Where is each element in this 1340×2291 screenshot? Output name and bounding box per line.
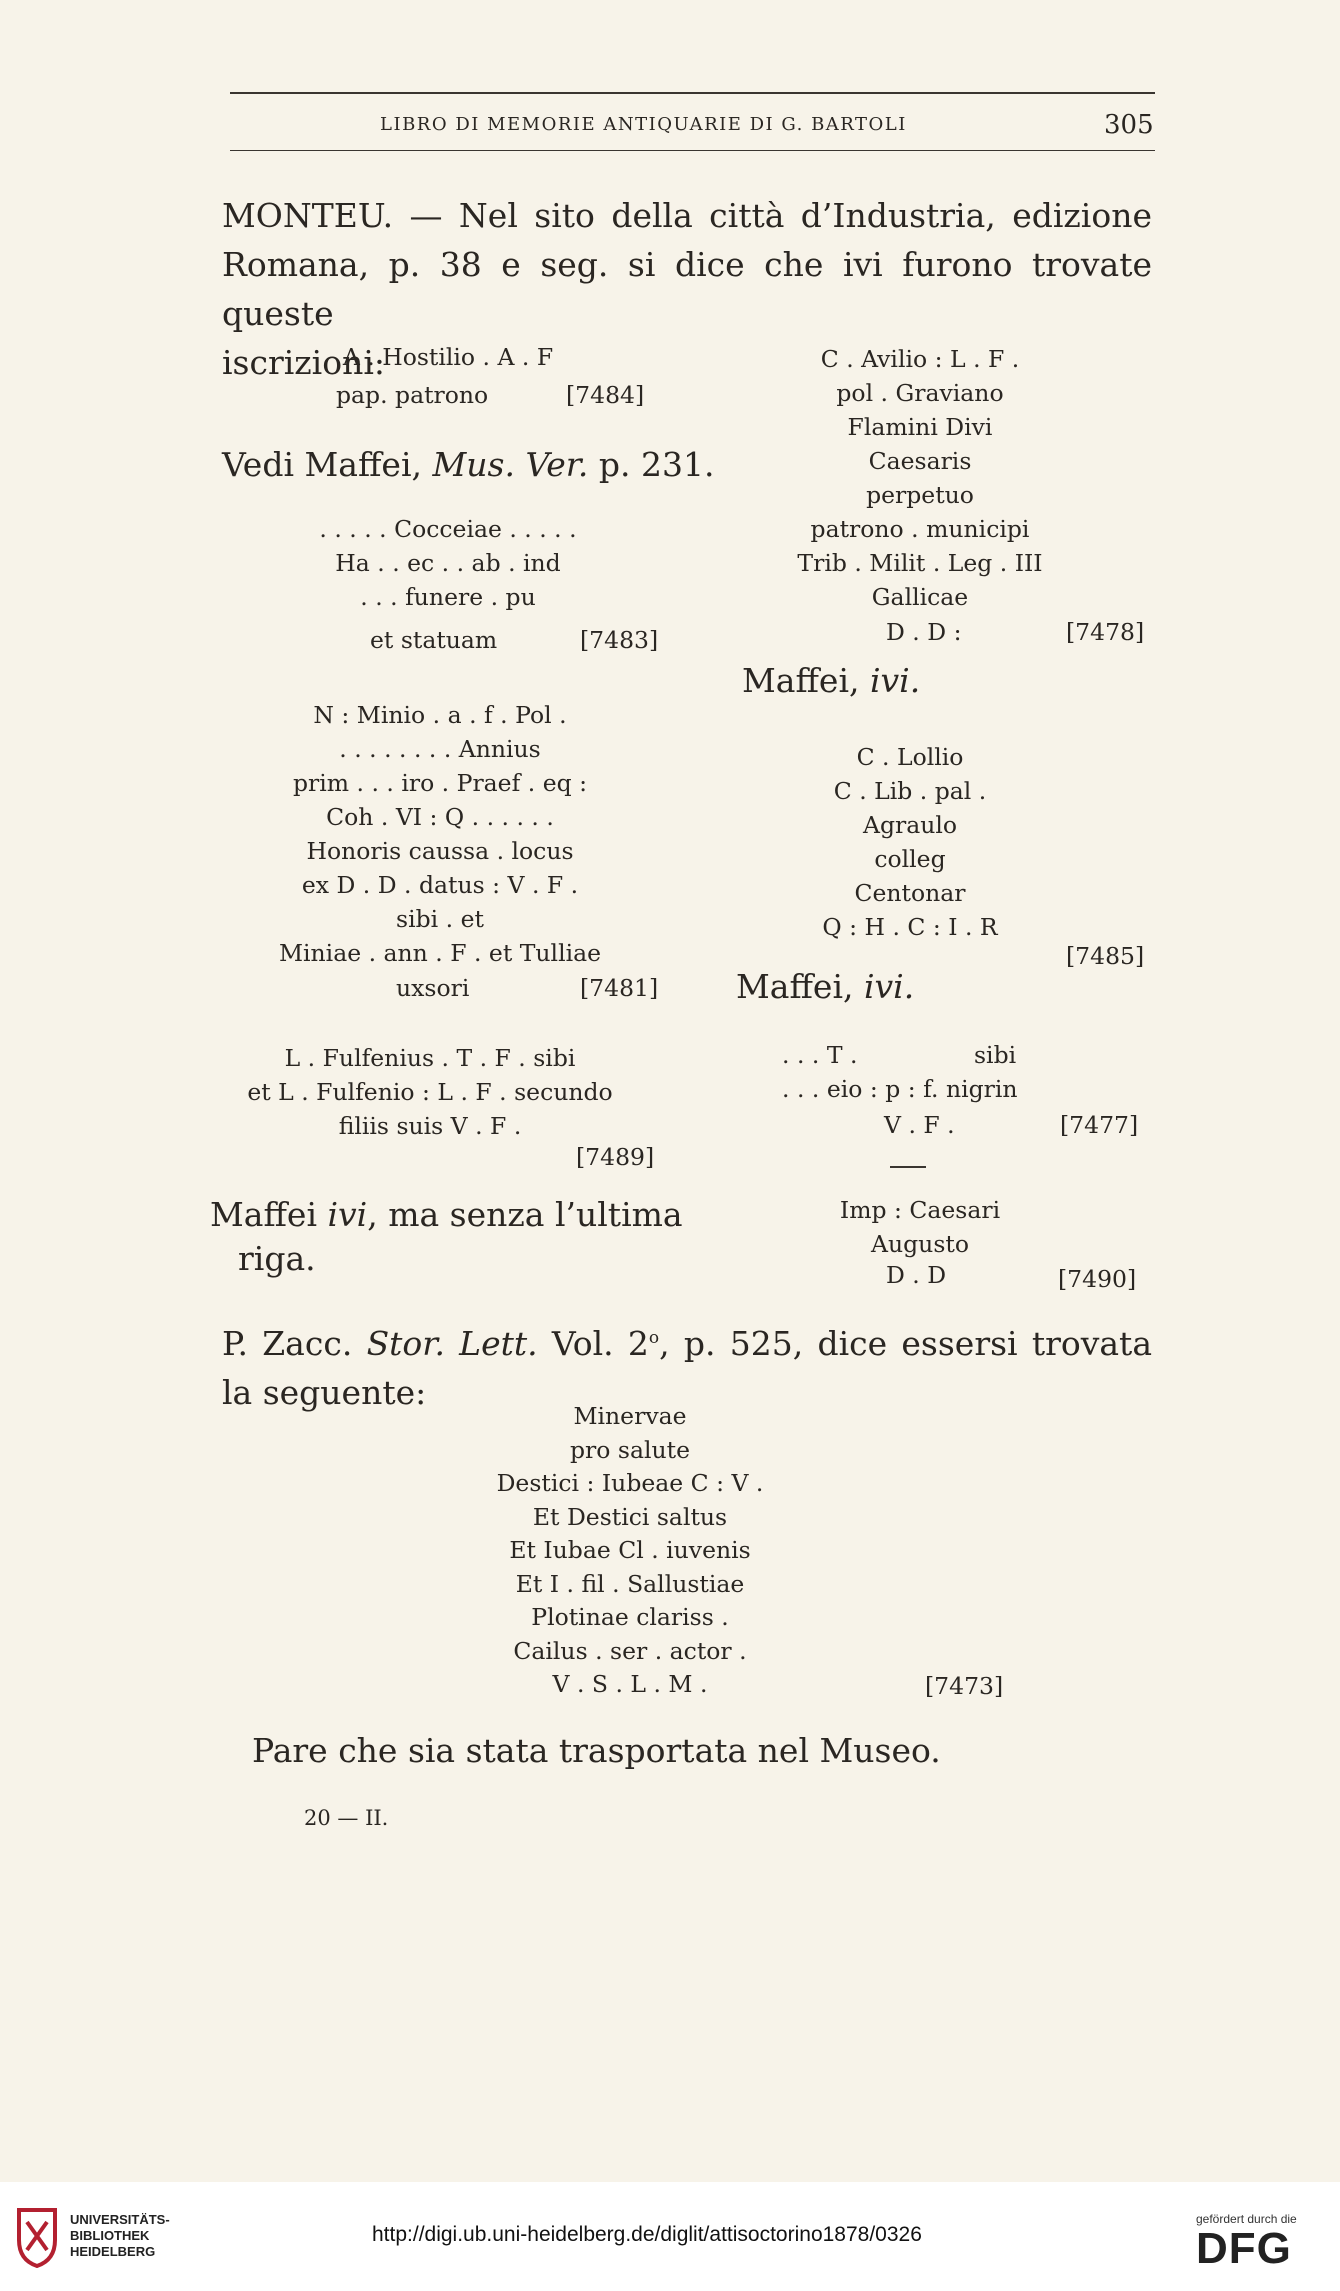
inscription-line: C . Lib . pal . xyxy=(833,777,987,805)
note-text: Maffei, xyxy=(742,661,870,700)
university-seal-icon xyxy=(14,2206,60,2268)
inscription-7478 xyxy=(770,342,1070,614)
inscription-line: . . . funere . pu xyxy=(360,583,536,611)
inscription-line: Et Destici saltus xyxy=(532,1502,728,1531)
library-name-line: UNIVERSITÄTS- xyxy=(70,2212,170,2227)
inscription-line: prim . . . iro . Praef . eq : xyxy=(292,769,588,797)
inscription-line: sibi . et xyxy=(396,905,484,933)
inscription-line: Q : H . C : I . R xyxy=(822,913,998,941)
inscription-7483 xyxy=(258,512,638,614)
inscription-line: pap. patrono xyxy=(336,381,489,409)
inscription-number: [7489] xyxy=(576,1143,655,1171)
library-name-line: HEIDELBERG xyxy=(70,2244,156,2259)
page-number: 305 xyxy=(1104,110,1154,140)
inscription-line: Caesaris xyxy=(868,447,972,475)
inscription-line: Flamini Divi xyxy=(847,413,993,441)
zacc-superscript: o xyxy=(648,1328,660,1348)
inscription-line: Agraulo xyxy=(862,811,958,839)
inscription-number: [7490] xyxy=(1058,1265,1137,1293)
inscription-line: A . Hostilio . A . F xyxy=(342,343,554,371)
note-italic: Mus. Ver. xyxy=(432,445,589,484)
intro-line-3: iscrizioni: xyxy=(222,343,386,382)
inscription-line: Cailus . ser . actor . xyxy=(513,1636,747,1665)
note-italic: ivi xyxy=(327,1195,368,1234)
running-title: LIBRO DI MEMORIE ANTIQUARIE DI G. BARTOLI xyxy=(380,114,907,135)
inscription-line: pol . Graviano xyxy=(836,379,1004,407)
intro-line-2: Romana, p. 38 e seg. si dice che ivi furono trovate queste xyxy=(222,245,1152,333)
inscription-line: Centonar xyxy=(854,879,966,907)
inscription-line: filiis suis V . F . xyxy=(338,1112,522,1140)
zacc-text: Vol. 2 xyxy=(537,1324,649,1363)
inscription-line: V . S . L . M . xyxy=(552,1670,708,1698)
maffei-ultima-note-line2: riga. xyxy=(238,1239,316,1278)
inscription-line: . . . . . Cocceiae . . . . . xyxy=(319,515,577,543)
intro-line-1: MONTEU. — Nel sito della città d’Industria, edizione xyxy=(222,196,1152,235)
inscription-7484 xyxy=(258,340,638,374)
maffei-ultima-note xyxy=(210,1190,683,1239)
vedi-maffei-note xyxy=(222,440,715,489)
library-name-line: BIBLIOTHEK xyxy=(70,2228,150,2243)
inscription-number: [7473] xyxy=(925,1672,1004,1700)
inscription-line: Ha . . ec . . ab . ind xyxy=(335,549,561,577)
inscription-7489 xyxy=(200,1041,660,1143)
digitization-footer xyxy=(0,2182,1340,2291)
zacc-text: , p. 525, dice essersi trovata xyxy=(659,1324,1152,1363)
inscription-line: N : Minio . a . f . Pol . xyxy=(313,701,567,729)
inscription-line: et L . Fulfenio : L . F . secundo xyxy=(247,1078,613,1106)
inscription-line: . . . . . . . . Annius xyxy=(339,735,541,763)
inscription-line: patrono . municipi xyxy=(810,515,1030,543)
inscription-line: pro salute xyxy=(570,1435,690,1464)
inscription-line: Et I . fil . Sallustiae xyxy=(515,1569,745,1598)
inscription-line: Coh . VI : Q . . . . . . xyxy=(326,803,554,831)
inscription-number: [7477] xyxy=(1060,1111,1139,1139)
maffei-ivi-note-1 xyxy=(742,656,920,705)
inscription-line: C . Lollio xyxy=(856,743,964,771)
inscription-line: Minervae xyxy=(573,1402,687,1430)
note-text: Maffei, xyxy=(736,967,864,1006)
inscription-line: V . F . xyxy=(884,1111,955,1139)
maffei-ivi-note-2 xyxy=(736,962,914,1011)
inscription-line: Imp : Caesari xyxy=(839,1196,1001,1224)
note-text: Vedi Maffei, xyxy=(222,445,433,484)
zacc-italic: Stor. Lett. xyxy=(366,1324,538,1363)
library-name xyxy=(70,2212,170,2260)
inscription-number: [7483] xyxy=(580,626,659,654)
inscription-7485 xyxy=(760,740,1060,944)
inscription-line: Et Iubae Cl . iuvenis xyxy=(509,1536,751,1564)
inscription-line: C . Avilio : L . F . xyxy=(820,345,1020,373)
inscription-line: et statuam xyxy=(370,626,498,654)
inscription-line: Plotinae clariss . xyxy=(531,1603,729,1631)
inscription-line: . . . T . xyxy=(782,1041,858,1069)
zacc-text: P. Zacc. xyxy=(222,1324,367,1363)
inscription-7481 xyxy=(230,698,650,970)
inscription-line: Miniae . ann . F . et Tulliae xyxy=(278,939,602,967)
inscription-line: uxsori xyxy=(396,974,470,1002)
inscription-number: [7484] xyxy=(566,381,645,409)
note-text: Maffei xyxy=(210,1195,328,1234)
inscription-line: Destici : Iubeae C : V . xyxy=(496,1469,764,1497)
sponsor-label: gefördert durch die xyxy=(1196,2212,1297,2226)
zacc-line-2: la seguente: xyxy=(222,1373,427,1412)
zacc-line-1 xyxy=(222,1314,1152,1368)
separator-dash xyxy=(890,1166,926,1168)
note-text: , ma senza l’ultima xyxy=(367,1195,683,1234)
inscription-line: Trib . Milit . Leg . III xyxy=(797,549,1043,577)
inscription-line: L . Fulfenius . T . F . sibi xyxy=(284,1044,576,1072)
note-italic: ivi. xyxy=(869,661,921,700)
signature-mark: 20 — II. xyxy=(304,1806,389,1830)
inscription-7490 xyxy=(770,1193,1070,1261)
citation-url-link[interactable]: http://digi.ub.uni-heidelberg.de/diglit/attisoctorino1878/0326 xyxy=(372,2223,922,2246)
inscription-7473 xyxy=(430,1400,830,1702)
inscription-line: D . D : xyxy=(886,618,962,646)
inscription-line: sibi xyxy=(974,1041,1017,1069)
inscription-number: [7481] xyxy=(580,974,659,1002)
inscription-line: Augusto xyxy=(871,1230,969,1258)
inscription-line: Honoris caussa . locus xyxy=(306,837,574,865)
inscription-line: . . . eio : p : f. nigrin xyxy=(782,1075,1018,1103)
inscription-line: D . D xyxy=(886,1261,947,1289)
note-italic: ivi. xyxy=(863,967,915,1006)
note-text: p. 231. xyxy=(588,445,715,484)
header-rule-top xyxy=(230,92,1155,94)
closing-sentence: Pare che sia stata trasportata nel Museo. xyxy=(252,1731,941,1770)
inscription-line: colleg xyxy=(874,845,946,873)
inscription-line: ex D . D . datus : V . F . xyxy=(301,871,579,899)
inscription-line: perpetuo xyxy=(866,481,974,509)
inscription-line: Gallicae xyxy=(871,583,969,611)
header-rule-bottom xyxy=(230,150,1155,151)
inscription-number: [7485] xyxy=(1066,942,1145,970)
inscription-number: [7478] xyxy=(1066,618,1145,646)
dfg-logo: DFG xyxy=(1196,2224,1292,2273)
